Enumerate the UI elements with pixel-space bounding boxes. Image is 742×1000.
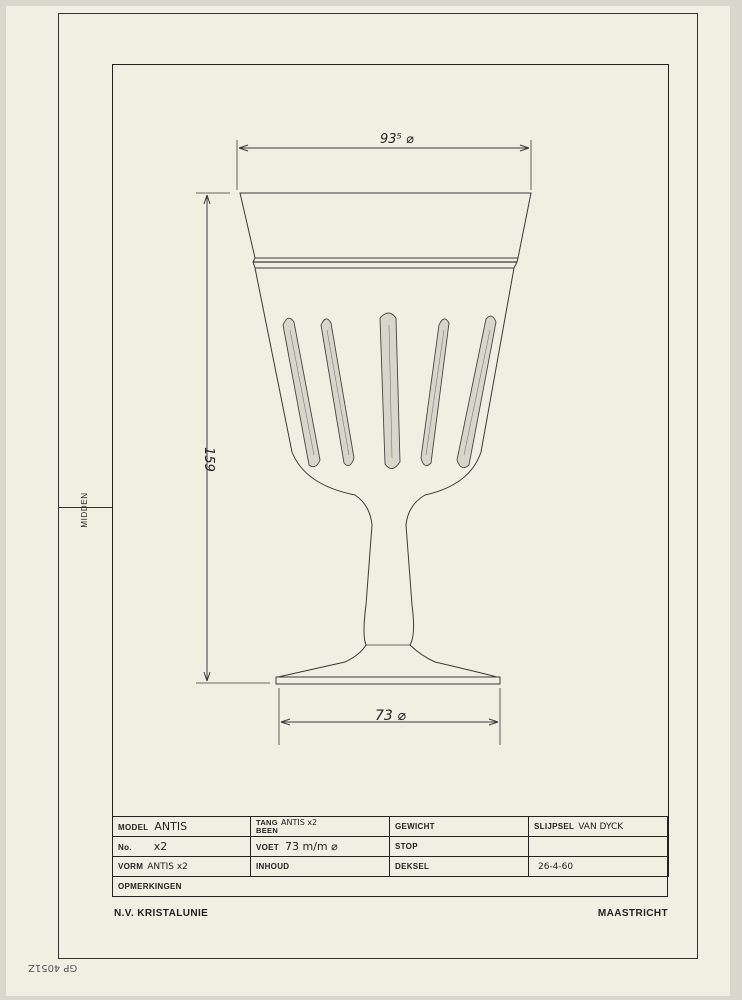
slijpsel-cell: SLIJPSEL VAN DYCK — [529, 817, 668, 837]
opmerkingen-cell: OPMERKINGEN — [113, 877, 668, 897]
bowl-left-side — [255, 268, 372, 525]
vorm-cell: VORM ANTIS x2 — [113, 857, 251, 877]
model-value: ANTIS — [154, 820, 188, 833]
foot-diameter-label: 73 ⌀ — [375, 708, 406, 724]
model-cell: MODEL ANTIS — [113, 817, 251, 837]
archive-mark: GP 4051Z — [28, 962, 78, 973]
date-cell: 26-4-60 — [529, 857, 668, 877]
tang-cell: TANG ANTIS x2 BEEN — [251, 817, 390, 837]
glass-foot — [276, 677, 500, 684]
title-block — [112, 816, 668, 897]
stop-cell: STOP — [390, 837, 529, 857]
no-cell: No. x2 — [113, 837, 251, 857]
inhoud-cell: INHOUD — [251, 857, 390, 877]
midden-label: MIDDEN — [80, 492, 89, 528]
bowl-right-side — [406, 268, 514, 525]
rim-diameter-label: 93⁵ ⌀ — [380, 132, 414, 147]
voet-cell: VOET 73 m/m ⌀ — [251, 837, 390, 857]
company-name: N.V. KRISTALUNIE — [114, 908, 209, 919]
stem-left — [278, 525, 372, 677]
empty-cell — [529, 837, 668, 857]
bowl-rim-band — [240, 193, 531, 258]
city-name: MAASTRICHT — [597, 908, 668, 919]
stem-right — [406, 525, 497, 677]
deksel-cell: DEKSEL — [390, 857, 529, 877]
gewicht-cell: GEWICHT — [390, 817, 529, 837]
height-label: 159 — [200, 447, 216, 472]
